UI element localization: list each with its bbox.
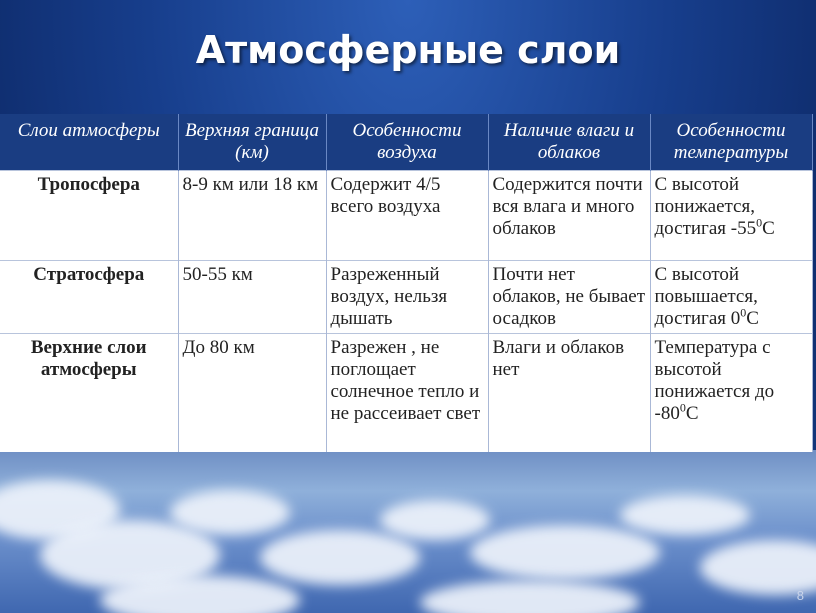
air-features: Разрежен , не поглощает солнечное тепло и не рассеивает свет (326, 334, 488, 452)
temperature-unit: С (685, 403, 699, 424)
clouds-background (0, 450, 816, 613)
header-air-features: Особенности воздуха (326, 114, 488, 171)
table-row (0, 171, 812, 261)
temperature-unit: С (762, 218, 775, 239)
layer-name: Тропосфера (0, 171, 178, 261)
air-features: Содержит 4/5 всего воздуха (326, 171, 488, 261)
moisture-clouds: Содержится почти вся влага и много облаков (488, 171, 650, 261)
degree-superscript: 0 (740, 305, 747, 320)
temperature-text: С высотой понижается, достигая -55 (654, 174, 757, 239)
table-row (0, 261, 812, 334)
upper-boundary: До 80 км (178, 334, 326, 452)
temperature-features (650, 171, 812, 261)
page-number: 8 (796, 588, 804, 603)
temperature-features (650, 334, 812, 452)
layer-name: Стратосфера (0, 261, 178, 334)
moisture-clouds: Почти нет облаков, не бывает осадков (488, 261, 650, 334)
header-moisture-clouds: Наличие влаги и облаков (488, 114, 650, 171)
slide-title: Атмосферные слои (195, 28, 621, 72)
degree-superscript: 0 (679, 400, 686, 415)
moisture-clouds: Влаги и облаков нет (488, 334, 650, 452)
header-layers: Слои атмосферы (0, 114, 178, 171)
layer-name: Верхние слои атмосферы (0, 334, 178, 452)
temperature-text: С высотой повышается, достигая 0 (654, 264, 758, 329)
temperature-features (650, 261, 812, 334)
table-row (0, 334, 812, 452)
degree-superscript: 0 (756, 215, 763, 230)
temperature-unit: С (746, 308, 759, 329)
temperature-text: Температура с высотой понижается до -80 (654, 337, 775, 424)
table-header-row (0, 114, 812, 171)
upper-boundary: 50-55 км (178, 261, 326, 334)
atmosphere-layers-table (0, 114, 813, 452)
header-upper-boundary: Верхняя граница (км) (178, 114, 326, 171)
air-features: Разреженный воздух, нельзя дышать (326, 261, 488, 334)
header-temperature-features: Особенности температуры (650, 114, 812, 171)
upper-boundary: 8-9 км или 18 км (178, 171, 326, 261)
